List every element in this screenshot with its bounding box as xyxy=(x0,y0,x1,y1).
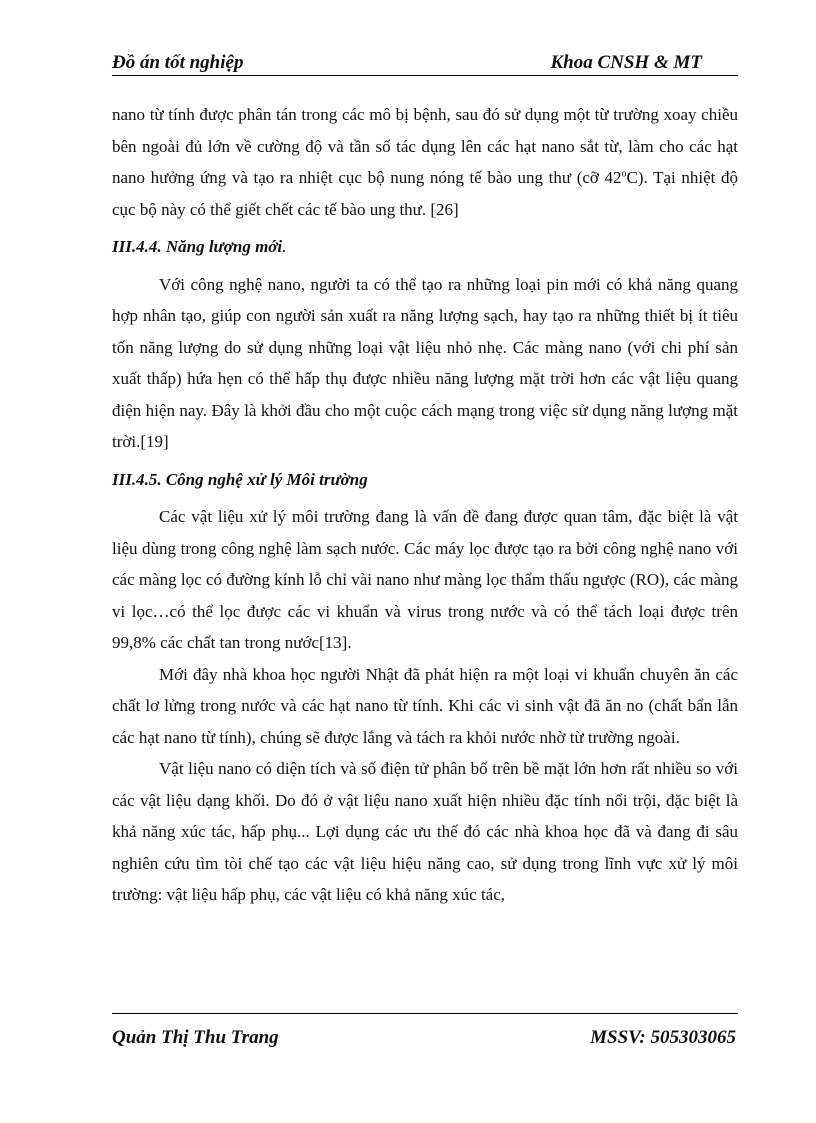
page-footer xyxy=(112,1027,738,1055)
footer-student-id: MSSV: 505303065 xyxy=(590,1027,736,1048)
header-divider xyxy=(112,75,738,76)
paragraph-environment-2: Mới đây nhà khoa học người Nhật đã phát hiện ra một loại vi khuẩn chuyên ăn các chất lơ lửng trong nước và các hạt nano từ tính. Khi các vi sinh vật đã ăn no (chất bẩn lẫn các hạt nano từ tính), chúng sẽ được lắng và tách ra khỏi nước nhờ từ trường ngoài. xyxy=(112,664,738,747)
section-heading-energy xyxy=(112,231,738,263)
paragraph-intro-text: nano từ tính được phân tán trong các mô bị bệnh, sau đó sử dụng một từ trường xoay chiều bên ngoài đủ lớn về cường độ và tần số tác dụng lên các hạt nano sắt từ, làm cho các hạt nano hưởng ứng và tạo ra nhiệt cục bộ nung nóng tế bào ung thư (cỡ 42 xyxy=(112,105,738,187)
paragraph-environment-3: Vật liệu nano có diện tích và số điện tử phân bố trên bề mặt lớn hơn rất nhiều so với các vật liệu dạng khối. Do đó ở vật liệu nano xuất hiện nhiều đặc tính nổi trội, đặc biệt là khả năng xúc tác, hấp phụ... Lợi dụng các ưu thế đó các nhà khoa học đã và đang đi sâu nghiên cứu tìm tòi chế tạo các vật liệu hiệu năng cao, sử dụng trong lĩnh vực xử lý môi trường: vật liệu hấp phụ, các vật liệu có khả năng xúc tác, xyxy=(112,759,738,904)
degree-sup: o xyxy=(621,168,627,180)
page-body xyxy=(112,99,738,911)
paragraph-intro xyxy=(112,99,738,225)
footer-author: Quản Thị Thu Trang xyxy=(112,1027,279,1048)
section-heading-environment: III.4.5. Công nghệ xử lý Môi trường xyxy=(112,469,368,489)
footer-divider xyxy=(112,1013,738,1014)
paragraph-intro-tail: C). Tại nhiệt độ cục bộ này có thể giết chết các tế bào ung thư. [26] xyxy=(112,168,738,219)
section-heading-energy-period: . xyxy=(282,237,287,256)
section-heading-energy-text: III.4.4. Năng lượng mới xyxy=(112,237,283,256)
header-faculty: Khoa CNSH & MT xyxy=(550,52,702,73)
header-thesis-title: Đồ án tốt nghiệp xyxy=(112,52,244,73)
paragraph-environment-1: Các vật liệu xử lý môi trường đang là vấn đề đang được quan tâm, đặc biệt là vật liệu dùng trong công nghệ làm sạch nước. Các máy lọc được tạo ra bởi công nghệ nano với các màng lọc có đường kính lỗ chỉ vài nano như màng lọc thẩm thấu ngược (RO), các màng vi lọc…có thể lọc được các vi khuẩn và virus trong nước và có thể tách loại được trên 99,8% các chất tan trong nước[13]. xyxy=(112,507,738,652)
paragraph-energy: Với công nghệ nano, người ta có thể tạo ra những loại pin mới có khả năng quang hợp nhân tạo, giúp con người sản xuất ra năng lượng sạch, hay tạo ra những thiết bị ít tiêu tốn năng lượng do sử dụng những loại vật liệu nhỏ nhẹ. Các màng nano (với chi phí sản xuất thấp) hứa hẹn có thể hấp thụ được nhiều năng lượng mặt trời hơn các vật liệu quang điện hiện nay. Đây là khởi đầu cho một cuộc cách mạng trong việc sử dụng năng lượng mặt trời.[19] xyxy=(112,274,738,451)
